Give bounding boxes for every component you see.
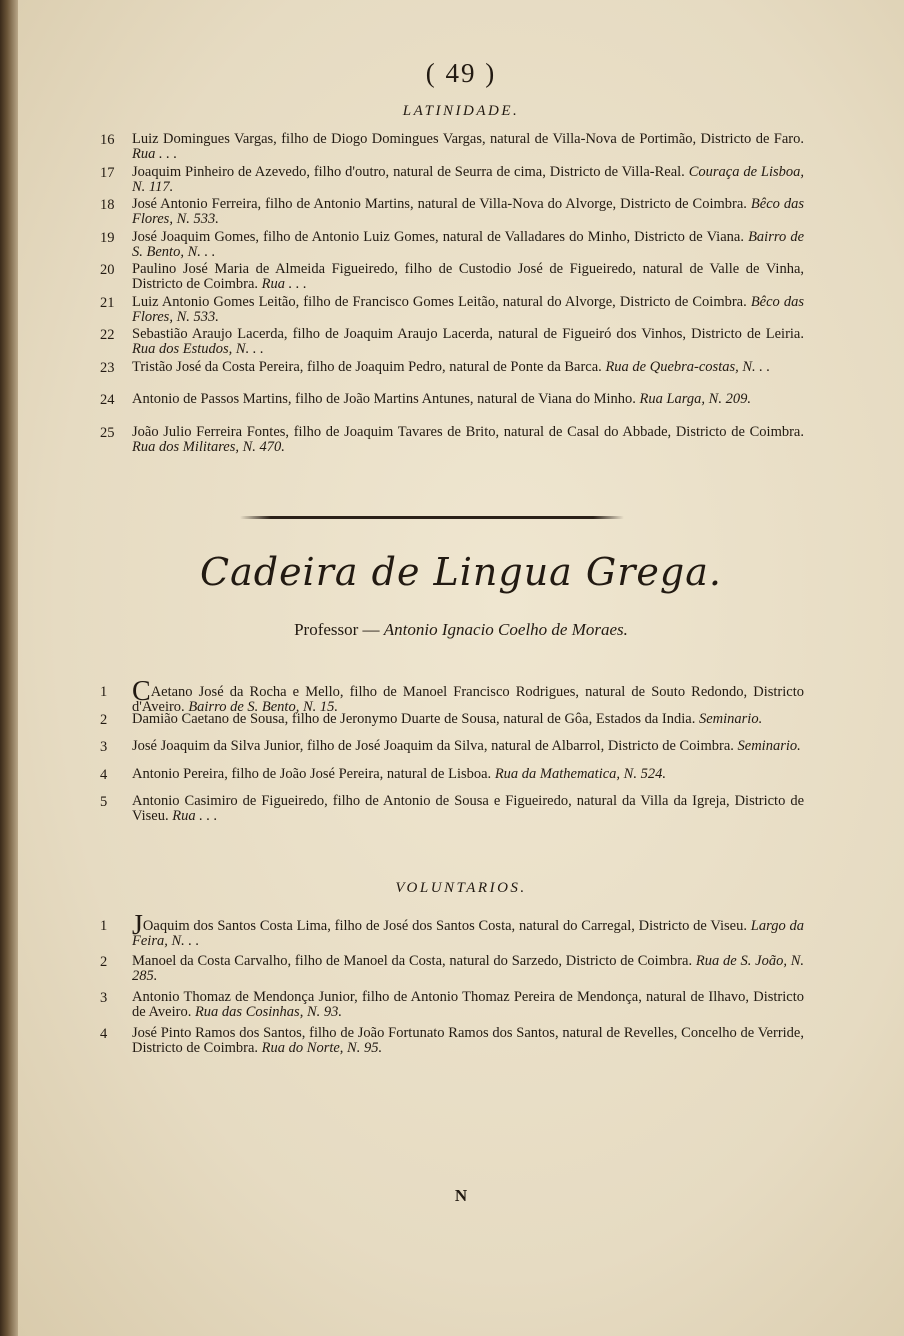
entry-text xyxy=(132,165,804,195)
entry-body: Tristão José da Costa Pereira, filho de Joaquim Pedro, natural de Ponte da Barca. xyxy=(132,358,602,375)
list-item xyxy=(18,197,904,230)
list-item xyxy=(18,165,904,198)
list-item xyxy=(18,990,904,1026)
page-number: ( 49 ) xyxy=(425,58,497,88)
list-item xyxy=(18,360,904,393)
entry-text xyxy=(132,327,804,357)
entry-address: Rua . . . xyxy=(132,146,178,162)
section-divider xyxy=(240,516,624,519)
entry-body: Manoel da Costa Carvalho, filho de Manoel da Costa, natural do Sarzedo, Districto de Coimbra. xyxy=(132,953,693,969)
drop-cap: C xyxy=(132,676,151,707)
section-title-latinidade: LATINIDADE. xyxy=(402,103,520,119)
list-item xyxy=(18,327,904,360)
entry-text xyxy=(132,392,804,407)
list-item xyxy=(18,392,904,425)
entry-number: 16 xyxy=(100,132,115,148)
entry-body: José Pinto Ramos dos Santos, filho de João Fortunato Ramos dos Santos, natural de Revelles, Concelho de Verride, Districto de Coimbra. xyxy=(132,1025,804,1056)
entry-text xyxy=(132,197,804,227)
entry-body: Antonio de Passos Martins, filho de João Martins Antunes, natural de Viana do Minho. xyxy=(132,391,636,407)
entry-address: Bêco das Flores, N. 533. xyxy=(132,293,805,325)
entry-number: 24 xyxy=(100,392,115,408)
entry-number: 17 xyxy=(100,164,115,181)
entry-number: 1 xyxy=(100,684,108,700)
entry-body: Aetano José da Rocha e Mello, filho de Manoel Francisco Rodrigues, natural de Souto Redondo, Districto d'Aveiro. xyxy=(132,684,804,715)
entry-number: 3 xyxy=(100,990,108,1006)
list-item xyxy=(18,794,904,822)
entry-text xyxy=(132,262,804,292)
entry-address: Bairro de S. Bento, N. . . xyxy=(132,228,805,260)
entry-address: Rua . . . xyxy=(261,276,307,292)
entry-body: Antonio Pereira, filho de João José Pereira, natural de Lisboa. xyxy=(132,765,492,782)
entry-number: 5 xyxy=(100,794,108,810)
list-item xyxy=(18,425,904,458)
entry-body: Joaquim Pinheiro de Azevedo, filho d'outro, natural de Seurra de cima, Districto de Villa-Real. xyxy=(132,163,685,180)
list-item xyxy=(18,954,904,990)
list-item xyxy=(18,1026,904,1062)
entry-body: Antonio Thomaz de Mendonça Junior, filho de Antonio Thomaz Pereira de Mendonça, natural de Ilhavo, Districto de Aveiro. xyxy=(132,989,804,1020)
entry-number: 2 xyxy=(100,711,108,728)
entry-address: Rua do Norte, N. 95. xyxy=(261,1040,383,1056)
entry-address: Couraça de Lisboa, N. 117. xyxy=(132,163,805,195)
entry-body: Luiz Domingues Vargas, filho de Diogo Domingues Vargas, natural de Villa-Nova de Portimão, Districto de Faro. xyxy=(132,131,804,147)
entry-address: Seminario. xyxy=(698,710,763,727)
entry-address: Rua da Mathematica, N. 524. xyxy=(494,765,666,782)
entry-number: 20 xyxy=(100,262,115,278)
entry-text xyxy=(132,295,804,325)
entry-body: José Joaquim Gomes, filho de Antonio Luiz Gomes, natural de Valladares do Minho, Districto de Viana. xyxy=(132,228,744,245)
entry-text xyxy=(132,1026,804,1056)
entry-number: 1 xyxy=(100,918,108,934)
entry-number: 3 xyxy=(100,739,108,755)
latinidade-list xyxy=(18,132,904,457)
entry-body: Sebastião Araujo Lacerda, filho de Joaquim Araujo Lacerda, natural de Figueiró dos Vinhos, Districto de Leiria. xyxy=(132,326,804,342)
entry-text xyxy=(132,712,804,727)
entry-text xyxy=(132,739,804,754)
entry-number: 4 xyxy=(100,766,108,783)
list-item xyxy=(18,295,904,328)
entry-address: Rua . . . xyxy=(172,808,218,824)
professor-label: Professor — xyxy=(294,620,380,639)
entry-address: Rua de S. João, N. 285. xyxy=(132,953,805,984)
entry-address: Seminario. xyxy=(737,738,801,754)
entry-body: Damião Caetano de Sousa, filho de Jeronymo Duarte de Sousa, natural de Gôa, Estados da India. xyxy=(132,710,696,727)
entry-body: José Joaquim da Silva Junior, filho de José Joaquim da Silva, natural de Albarrol, Districto de Coimbra. xyxy=(132,738,734,754)
professor-line xyxy=(18,620,904,640)
entry-body: João Julio Ferreira Fontes, filho de Joaquim Tavares de Brito, natural de Casal do Abbade, Districto de Coimbra. xyxy=(132,423,804,440)
entry-text xyxy=(132,990,804,1020)
entry-body: Oaquim dos Santos Costa Lima, filho de José dos Santos Costa, natural do Carregal, Districto de Viseu. xyxy=(142,918,747,934)
entry-number: 22 xyxy=(100,327,115,343)
signature-mark: N xyxy=(454,1186,468,1205)
list-item xyxy=(18,262,904,295)
lingua-grega-list xyxy=(18,676,904,824)
list-item xyxy=(18,230,904,263)
document-page xyxy=(18,0,904,1336)
entry-text xyxy=(132,794,804,824)
entry-text xyxy=(132,360,804,375)
book-binding-edge xyxy=(0,0,18,1336)
list-item xyxy=(18,676,904,715)
list-item xyxy=(18,767,904,795)
entry-number: 18 xyxy=(100,197,115,213)
professor-name: Antonio Ignacio Coelho de Moraes. xyxy=(383,620,628,639)
entry-number: 21 xyxy=(100,294,115,311)
entry-address: Largo da Feira, N. . . xyxy=(132,918,804,949)
entry-text xyxy=(132,954,804,984)
entry-address: Rua de Quebra-costas, N. . . xyxy=(605,358,771,375)
entry-body: Paulino José Maria de Almeida Figueiredo, filho de Custodio José de Figueiredo, natural de Valle de Vinha, Districto de Coimbra. xyxy=(132,261,804,292)
entry-body: Luiz Antonio Gomes Leitão, filho de Francisco Gomes Leitão, natural do Alvorge, Districto de Coimbra. xyxy=(132,293,747,310)
entry-text xyxy=(132,910,804,949)
entry-address: Rua Larga, N. 209. xyxy=(639,391,751,407)
entry-address: Rua dos Estudos, N. . . xyxy=(132,341,264,357)
entry-number: 25 xyxy=(100,424,115,441)
entry-number: 4 xyxy=(100,1026,108,1042)
entry-address: Rua das Cosinhas, N. 93. xyxy=(194,1004,342,1020)
entry-text xyxy=(132,132,804,162)
section-title-lingua-grega: Cadeira de Lingua Grega. xyxy=(200,550,722,594)
drop-cap: J xyxy=(132,910,143,941)
entry-text xyxy=(132,230,804,260)
entry-number: 2 xyxy=(100,954,108,970)
entry-number: 23 xyxy=(100,359,115,376)
list-item xyxy=(18,910,904,954)
entry-text xyxy=(132,425,804,455)
entry-address: Rua dos Militares, N. 470. xyxy=(132,438,285,455)
entry-body: José Antonio Ferreira, filho de Antonio Martins, natural de Villa-Nova do Alvorge, Districto de Coimbra. xyxy=(132,196,747,212)
entry-body: Antonio Casimiro de Figueiredo, filho de Antonio de Sousa e Figueiredo, natural da Villa da Igreja, Districto de Viseu. xyxy=(132,793,804,824)
section-title-voluntarios: VOLUNTARIOS. xyxy=(395,880,527,896)
entry-address: Bairro de S. Bento, N. 15. xyxy=(188,699,338,715)
entry-address: Bêco das Flores, N. 533. xyxy=(132,196,805,227)
list-item xyxy=(18,712,904,740)
entry-text xyxy=(132,767,804,782)
list-item xyxy=(18,739,904,767)
list-item xyxy=(18,132,904,165)
voluntarios-list xyxy=(18,910,904,1062)
entry-number: 19 xyxy=(100,229,115,246)
